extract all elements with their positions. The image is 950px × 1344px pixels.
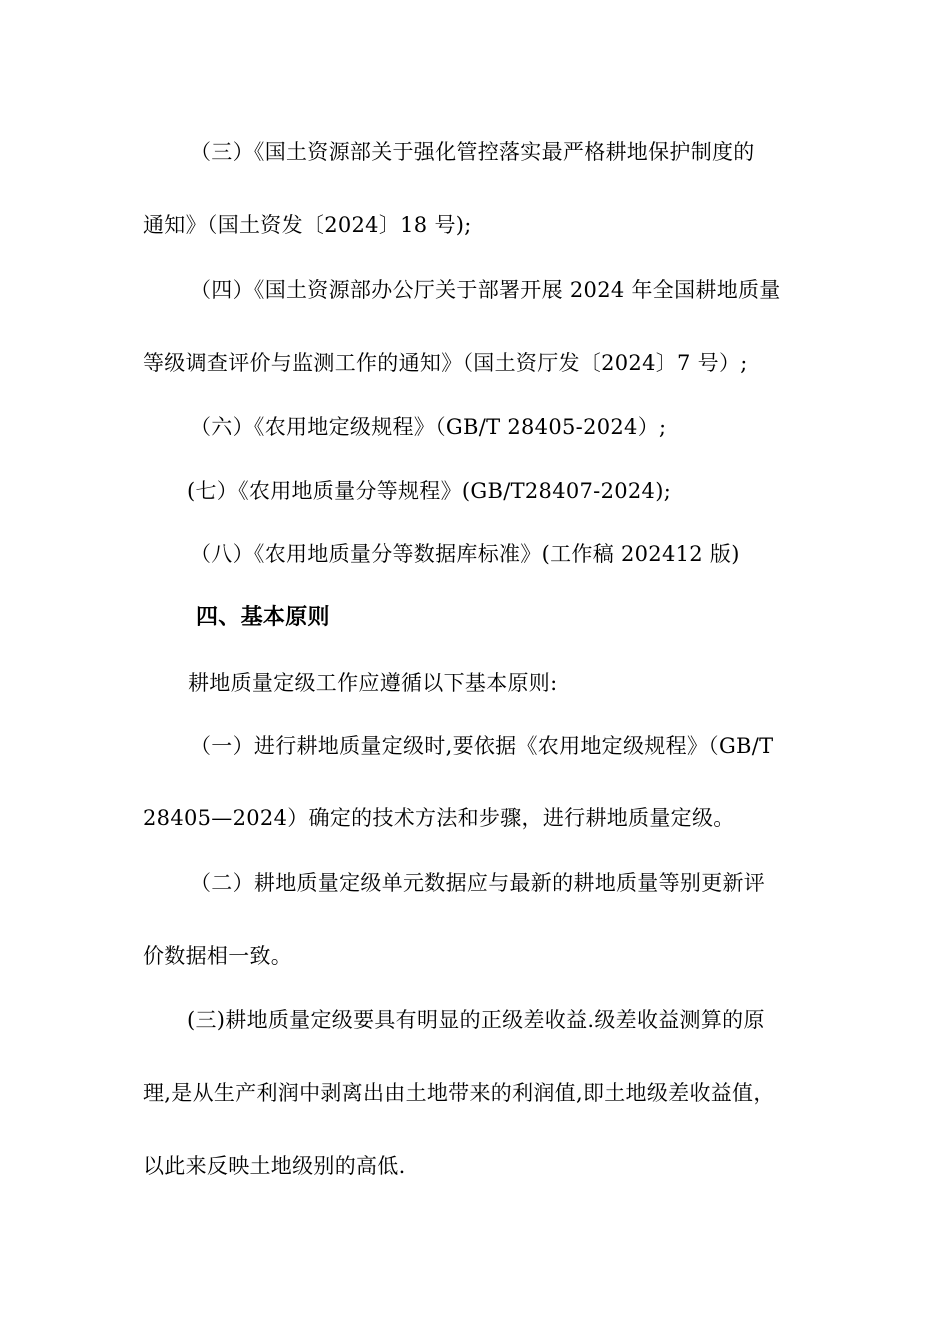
paragraph-line: 28405—2024）确定的技术方法和步骤，进行耕地质量定级。 (143, 806, 735, 830)
section-heading: 四、基本原则 (196, 605, 330, 630)
paragraph-line: （八）《农用地质量分等数据库标准》(工作稿 202412 版) (190, 542, 740, 566)
paragraph-line: 等级调查评价与监测工作的通知》（国土资厅发〔2024〕7 号）; (143, 351, 748, 375)
paragraph-line: (七）《农用地质量分等规程》(GB/T28407-2024); (187, 479, 672, 503)
paragraph-line: （二）耕地质量定级单元数据应与最新的耕地质量等别更新评 (190, 871, 766, 895)
paragraph-line: 以此来反映土地级别的高低. (143, 1154, 406, 1178)
paragraph-line: （三）《国土资源部关于强化管控落实最严格耕地保护制度的 (190, 140, 755, 164)
paragraph-line: 理,是从生产利润中剥离出由土地带来的利润值,即土地级差收益值， (143, 1081, 775, 1105)
paragraph-line: （四）《国土资源部办公厅关于部署开展 2024 年全国耕地质量 (190, 278, 781, 302)
paragraph-line: (三)耕地质量定级要具有明显的正级差收益.级差收益测算的原 (187, 1008, 765, 1032)
paragraph-line: 通知》（国土资发〔2024〕18 号); (143, 213, 472, 237)
paragraph-line: 耕地质量定级工作应遵循以下基本原则: (188, 671, 558, 695)
paragraph-line: 价数据相一致。 (143, 944, 293, 968)
paragraph-line: （一）进行耕地质量定级时,要依据《农用地定级规程》（GB/T (190, 734, 774, 758)
paragraph-line: （六）《农用地定级规程》（GB/T 28405-2024）; (190, 415, 667, 439)
